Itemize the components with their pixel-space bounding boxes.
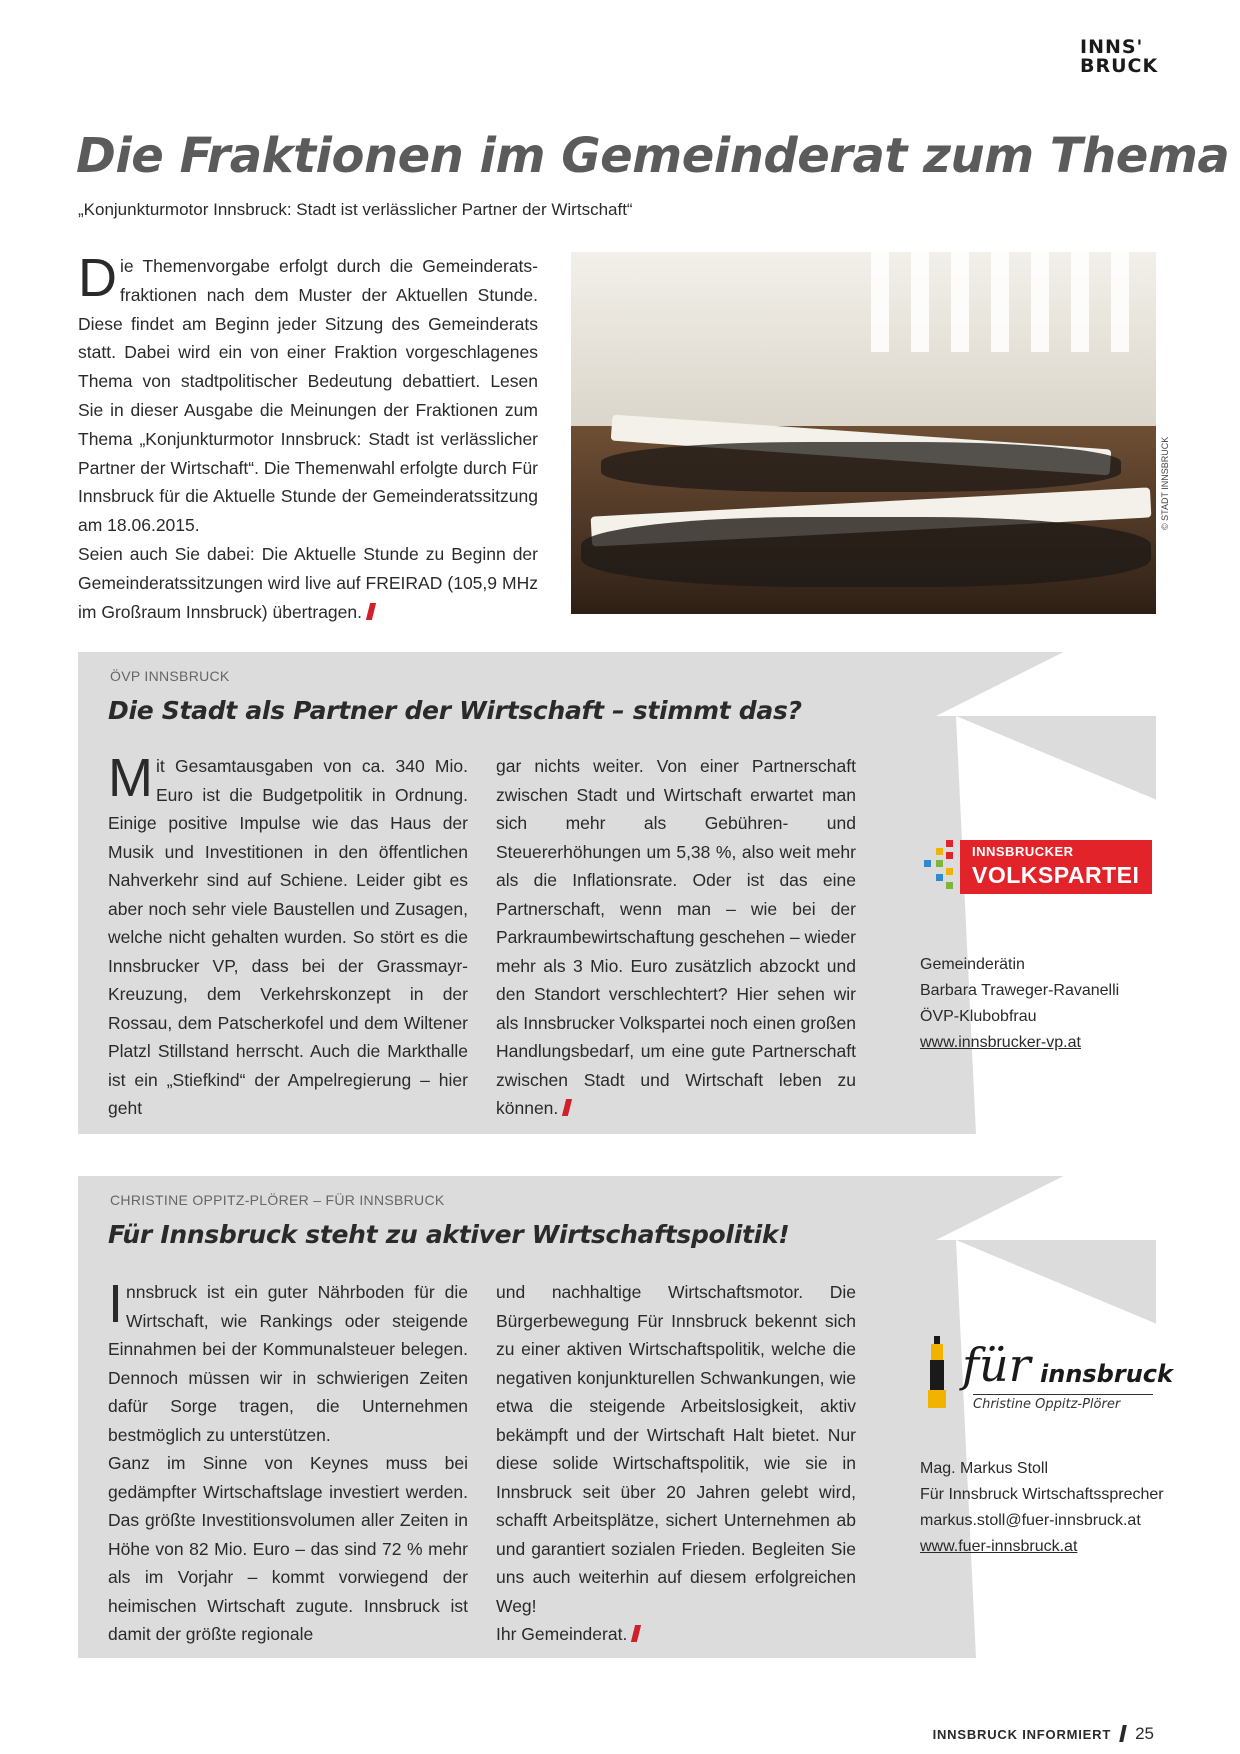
photo-people [601,442,1121,492]
section-dropcap: M [108,748,153,808]
contact-email[interactable]: markus.stoll@fuer-innsbruck.at [920,1512,1141,1529]
intro-paragraph: ie Themenvorgabe erfolgt durch die Gemeinderatsfraktionen nach dem Muster der Aktuellen Stunde. Diese findet am Beginn jeder Sitzung des Gemeinderats statt. Dabei wird ein von einer Fraktion vorgeschlagenes Thema von stadtpolitischer Bedeutung debattiert. Lesen Sie in dieser Ausgabe die Meinungen der Fraktionen zum Thema „Konjunkturmotor Innsbruck: Stadt ist verlässlicher Partner der Wirtschaft“. Die Themenwahl erfolgte durch Für Innsbruck für die Aktuelle Stunde der Gemeinderatssitzung am 18.06.2015. [78,256,538,536]
fuer-innsbruck-website-link[interactable]: www.fuer-innsbruck.at [920,1538,1078,1555]
council-session-photo [571,252,1156,614]
logo-subtitle: Christine Oppitz-Plörer [973,1394,1153,1412]
contact-line: ÖVP-Klubobfrau [920,1008,1037,1025]
section-headline: Die Stadt als Partner der Wirtschaft – stimmt das? [108,696,802,725]
section-column-1 [108,748,468,1123]
logo-line1: INNS' [1080,36,1144,58]
logo-square [946,840,953,847]
photo-window [991,252,1009,352]
section-column-2 [496,1278,856,1649]
ovp-logo [922,838,1158,894]
logo-square [946,852,953,859]
section-text: it Gesamtausgaben von ca. 340 Mio. Euro ist die Budgetpolitik in Ordnung. Einige positive Impulse wie das Haus der Musik und Investitionen in den öffentlichen Nahverkehr sind auf Schiene. Leider gibt es aber noch sehr viele Baustellen und Zusagen, welche nicht gehalten wurden. So stört es die Innsbrucker VP, dass bei der Grassmayr-Kreuzung, dem Verkehrskonzept in der Rossau, dem Patscherkofel und dem Wiltener Platzl Stillstand herrscht. Auch die Markthalle ist ein „Stiefkind“ der Ampelregierung – hier geht [108,756,468,1118]
fuer-innsbruck-logo [928,1336,1173,1426]
section-text: gar nichts weiter. Von einer Partnerschaft zwischen Stadt und Wirtschaft erwartet man sich mehr als Gebühren- und Steuererhöhungen um 5,38 %, also weit mehr als die Inflationsrate. Oder ist das eine Partnerschaft, wenn man – wie bei der Parkraumbewirtschaftung geschehen – wieder mehr als 3 Mio. Euro zusätzlich abzockt und den Standort verschlechtert? Hier sehen wir als Innsbrucker Volkspartei noch einen großen Handlungsbedarf, um eine gute Partnerschaft zwischen Stadt und Wirtschaft leben zu können. [496,756,856,1118]
intro-dropcap: D [78,248,117,308]
section-column-2 [496,752,856,1123]
panel-corner-cut [936,1176,1156,1240]
intro-paragraph-2: Seien auch Sie dabei: Die Aktuelle Stunde zu Beginn der Gemeinderatssitzungen wird live auf FREIRAD (105,9 MHz im Großraum Innsbruck) übertragen. [78,543,538,622]
panel-corner-cut [936,652,1156,716]
section-text-2: Ihr Gemeinderat. [496,1624,628,1644]
contact-line: Barbara Traweger-Ravanelli [920,982,1120,999]
photo-people [581,517,1151,587]
logo-square [936,860,943,867]
end-mark-icon [366,603,376,620]
end-mark-icon [562,1099,572,1116]
section-text: nnsbruck ist ein guter Nährboden für die Wirtschaft, wie Rankings oder steigende Einnahmen bei der Kommunalsteuer belegen. Dennoch müssen wir in schwierigen Zeiten dafür Sorge tragen, die Unternehmen bestmöglich zu unterstützen. [108,1282,468,1445]
ovp-logo-top: INNSBRUCKER [972,844,1074,859]
magazine-name: INNSBRUCK INFORMIERT [932,1727,1112,1742]
photo-credit: © STADT INNSBRUCK [1160,436,1170,530]
ovp-contact [920,952,1119,1056]
photo-window [1071,252,1089,352]
page-subtitle: „Konjunkturmotor Innsbruck: Stadt ist verlässlicher Partner der Wirtschaft“ [78,200,633,219]
page-footer [933,1724,1154,1744]
logo-square [924,860,931,867]
logo-square [946,868,953,875]
section-text: und nachhaltige Wirtschaftsmotor. Die Bürgerbewegung Für Innsbruck bekennt sich zu einer aktiven Wirtschaftspolitik, welche die negativen konjunkturellen Schwankungen, wie etwa die steigende Arbeitslosigkeit, aktiv bekämpft und der Wirtschaft Halt bietet. Nur diese solide Wirtschaftspolitik, wie sie in Innsbruck seit über 20 Jahren gelebt wird, schafft Arbeitsplätze, sichert Unternehmen ab und garantiert sozialen Frieden. Begleiten Sie uns auch weiterhin auf diesem erfolgreichen Weg! [496,1282,856,1616]
fuer-innsbruck-contact [920,1456,1164,1560]
footer-divider [1119,1725,1127,1742]
photo-window [911,252,929,352]
contact-line: Mag. Markus Stoll [920,1460,1049,1477]
logo-square [936,874,943,881]
section-text-2: Ganz im Sinne von Keynes muss bei gedämpfter Wirtschaftslage investiert werden. Das größte Investitionsvolumen aller Zeiten in Höhe von 82 Mio. Euro – das sind 72 % mehr als im Vorjahr – kommt vorwiegend der heimischen Wirtschaft zugute. Innsbruck ist damit der größte regionale [108,1453,468,1644]
end-mark-icon [631,1625,641,1642]
photo-window [1111,252,1129,352]
contact-line: Für Innsbruck Wirtschaftssprecher [920,1486,1164,1503]
logo-innsbruck-text: innsbruck [1040,1360,1173,1388]
ovp-logo-main: VOLKSPARTEI [972,862,1140,888]
logo-fuer-text: für [962,1338,1031,1392]
tower-icon [928,1336,946,1408]
ovp-website-link[interactable]: www.innsbrucker-vp.at [920,1034,1081,1051]
logo-square [946,882,953,889]
section-dropcap: I [108,1274,124,1334]
section-headline: Für Innsbruck steht zu aktiver Wirtschaftspolitik! [108,1220,790,1249]
page-number: 25 [1135,1724,1154,1743]
page-title: Die Fraktionen im Gemeinderat zum Thema [76,128,1230,184]
photo-window [951,252,969,352]
section-label: ÖVP INNSBRUCK [110,668,230,684]
panel-side-area [956,716,1156,1134]
photo-window [871,252,889,352]
panel-side-area [956,1240,1156,1658]
ovp-logo-box [960,840,1152,894]
logo-line2: BRUCK [1080,55,1159,77]
photo-window [1031,252,1049,352]
contact-line: Gemeinderätin [920,956,1025,973]
section-label: CHRISTINE OPPITZ-PLÖRER – FÜR INNSBRUCK [110,1192,445,1208]
innsbruck-logo [1080,38,1160,76]
intro-text [78,248,538,626]
section-column-1 [108,1274,468,1649]
logo-square [936,848,943,855]
